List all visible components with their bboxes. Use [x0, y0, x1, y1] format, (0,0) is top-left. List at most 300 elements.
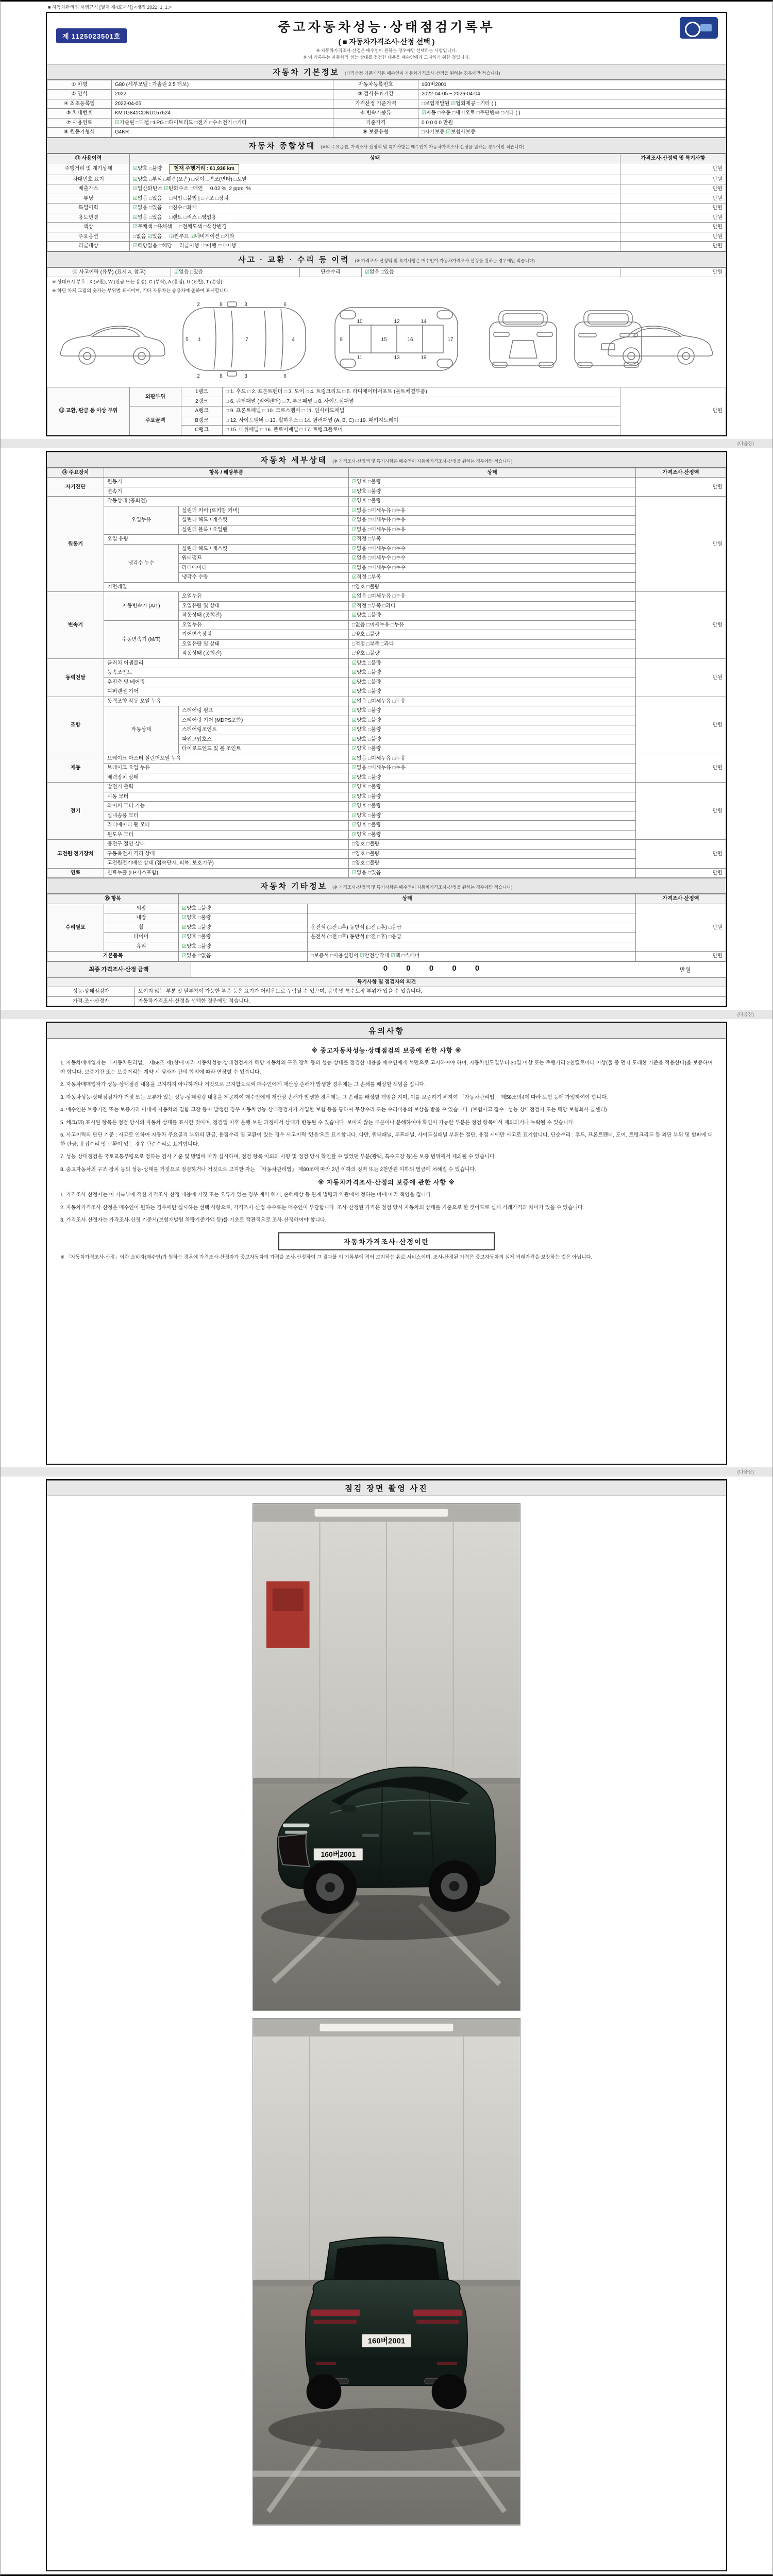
car-rear: [306, 2238, 467, 2410]
part-cell: 타이로드엔드 및 볼 조인트: [179, 744, 349, 754]
part-cell: 유리: [104, 942, 179, 952]
field-label: 가격산정 기준가격: [333, 99, 418, 109]
checkbox-group: □보험개발원 ☑협회제공 □기타 ( ): [418, 99, 726, 109]
notice-paragraph: 1. 가격조사·산정자는 이 기록부에 적힌 가격조사·산정 내용에 거짓 또는 오류가 있는 경우 계약 해제, 손해배상 등 관계 법령과 약관에서 정하는 바에 따라 책임을 집니다.: [60, 1192, 433, 1198]
state-cell: ☑없음 □미세누유 □누유: [349, 506, 636, 516]
item-cell: 오일누유: [104, 506, 179, 535]
price-cell: 만원: [620, 213, 726, 223]
state-cell: ☑양호 □불량: [349, 677, 636, 687]
price-cell: 만원: [636, 904, 726, 952]
price-cell: 만원: [636, 754, 726, 783]
panel-number: 6: [283, 302, 287, 308]
state-cell: ☑양호 □불량: [349, 802, 636, 811]
price-cell: 만원: [620, 267, 726, 277]
col-header-use-history: ⑪ 사용이력: [47, 154, 130, 163]
state-cell: ☑양호 □불량: [349, 821, 636, 831]
state-cell: ☑없음 □미세누유 □누유: [349, 697, 636, 706]
state-cell: ☑없음 □미세누수 □누수: [349, 554, 636, 564]
part-cell: 오일유량 및 상태: [179, 639, 349, 649]
section-bar-overall: [47, 138, 726, 154]
state-cell: ☑적정 □부족: [349, 535, 636, 545]
vin-value: KMTG841CDNU157624: [112, 109, 333, 118]
state-cell: □양호 □불량: [349, 649, 636, 659]
price-cell: 만원: [636, 783, 726, 840]
basic-info-table: [47, 80, 726, 138]
state-cell: ☑양호 □불량: [349, 735, 636, 744]
notice-paragraph: 3. 가격조사·산정자는 가격조사·산정 기준서(보험개발원 차량기준가액 등)를 기초로 객관적으로 조사·산정하여야 합니다.: [60, 1217, 327, 1224]
state-code-legend-2: ※ 하단 차체 그림의 숫자는 부위별 표시이며, 기타 자동차는 승용차에 준하여 표시합니다.: [52, 287, 230, 293]
section-title: 자동차 종합상태: [248, 141, 316, 150]
state-cell: ☑적정 □부족: [349, 573, 636, 583]
state-cell: □양호 □불량: [349, 582, 636, 592]
part-cell: 작동상태 (공회전): [179, 611, 349, 621]
rank-label: B랭크: [181, 416, 223, 426]
part-cell: 실린더 커버 (로커암 커버): [179, 506, 349, 516]
notice-body: [47, 1039, 726, 1268]
part-cell: 작동상태 (공회전): [104, 497, 349, 506]
part-cell: 냉각수 수량: [179, 573, 349, 583]
state-cell: □양호 □불량: [349, 849, 636, 859]
section-bar-basic: [47, 64, 726, 80]
field-value: 2022-04-05 ~ 2026-04-04: [418, 90, 726, 99]
field-label: ⑦ 사용연료: [47, 118, 112, 128]
section-title: 자동차 세부상태: [260, 455, 328, 465]
checkbox-group: □전체도색 □색상변경: [179, 224, 227, 230]
checkbox-group: □자가보증 ☑보험사보증: [418, 128, 726, 138]
car-side-view-right: [608, 326, 713, 364]
final-price-label: 최종 가격조사·산정 금액: [47, 962, 191, 977]
panel-number: 9: [340, 337, 343, 343]
notice-paragraph: 2. 자동차가격조사·산정은 매수인이 원하는 경우에만 실시하는 선택 사항으로, 가격조사·산정 수수료는 매수인이 부담합니다. 조사·산정된 가격은 점검 당시 자동차의 상태를 기준으로 한 것이므로 실제 거래가격과 차이가 있을 수 있습니다.: [60, 1205, 584, 1211]
item-cell: 냉각수 누수: [104, 544, 179, 582]
car-rear-view: [575, 311, 642, 367]
part-cell: 휠: [104, 923, 179, 933]
price-cell: 만원: [620, 232, 726, 242]
panel-number: 3: [244, 374, 247, 380]
history-item-label: 차대번호 표기: [47, 175, 130, 184]
state-cell: ☑양호 □불량: [349, 783, 636, 792]
notice-subhead: ※ 자동차가격조사·산정의 보증에 관한 사항 ※: [317, 1179, 456, 1187]
car-side-view-left: [60, 326, 165, 364]
part-cell: 오일유량 및 상태: [179, 601, 349, 611]
final-price-unit: 만원: [680, 967, 691, 973]
inspector-comment: 보이지 않는 부분 및 탈부착이 가능한 부품 등은 표기가 어려우므로 누락될 수 있으며, 광택 및 특수도장 부위가 있을 수 있습니다.: [135, 987, 726, 997]
history-item-label: 배출가스: [47, 184, 130, 194]
panel-number: 1: [198, 337, 201, 343]
checkbox-group: ☑없음 □있음: [133, 195, 162, 201]
col-header-price: 가격조사·산정액: [636, 468, 726, 478]
final-price-row: [47, 961, 726, 977]
part-cell: 기어변속장치: [179, 630, 349, 640]
part-cell: 동력조향 작동 오일 누유: [104, 697, 349, 706]
section-title: 점검 장면 촬영 사진: [345, 1484, 428, 1494]
checkbox-group: 리콜이행 : □이행 □미이행: [179, 243, 236, 249]
page-subnote-1: ※ 자동차가격조사·산정은 매수인이 원하는 경우에만 선택하는 사항입니다.: [316, 48, 457, 53]
main-frame-label: 주요골격: [130, 406, 181, 435]
device-group: 제동: [47, 754, 104, 783]
checkbox-group: ☑없음 □있음: [362, 267, 620, 277]
doc-number-badge: 제 1125023501호: [56, 28, 127, 43]
part-cell: 연료누출 (LP가스포함): [104, 868, 349, 878]
part-cell: 커먼레일: [104, 582, 349, 592]
price-cell: 만원: [636, 592, 726, 659]
device-group: 자기진단: [47, 478, 104, 497]
part-cell: 워터펌프: [179, 554, 349, 564]
notice-paragraph: 7. 성능·상태점검은 국토교통부령으로 정하는 검사 기준 및 방법에 따라 실시하며, 점검 항목 이외의 사항 및 점검 당시 확인할 수 없었던 부분(광택, 특수도장 등)은 보증 범위에서 제외될 수 있습니다.: [60, 1154, 496, 1160]
section-note: (※ 가격조사·산정액 및 특기사항은 매수인이 자동차가격조사·산정을 원하는 경우에만 적습니다): [332, 885, 513, 890]
notice-paragraph: 8. 중고자동차의 구조·장치 등의 성능·상태를 거짓으로 점검하거나 거짓으로 고지한 자는 「자동차관리법」 제80조에 따라 2년 이하의 징역 또는 2천만원 이하의 벌금에 처해질 수 있습니다.: [60, 1166, 477, 1173]
checkbox-group: ☑없음 □있음: [171, 267, 300, 277]
price-cell: 만원: [636, 478, 726, 497]
page-title: 중고자동차성능·상태점검기록부: [278, 20, 495, 35]
state-cell: ☑양호 □불량: [349, 725, 636, 735]
field-value: 160버2001: [418, 80, 726, 90]
next-page-label: (다음장): [737, 1012, 754, 1018]
panel-number: 7: [245, 337, 248, 343]
part-cell: 스티어링 기어 (MDPS포함): [179, 716, 349, 725]
price-cell: 만원: [620, 175, 726, 184]
price-cell: 만원: [620, 387, 726, 435]
part-cell: 파워고압호스: [179, 735, 349, 744]
state-cell: ☑없음 □미세누유 □누유: [349, 516, 636, 526]
notice-subhead: ※ 중고자동차성능·상태점검의 보증에 관한 사항 ※: [311, 1047, 462, 1055]
state-cell: ☑양호 □불량: [349, 487, 636, 497]
device-group: 원동기: [47, 497, 104, 592]
panel-number: 17: [447, 337, 453, 343]
price-cell: 만원: [620, 163, 726, 175]
col-header-device: ⑭ 주요장치: [47, 468, 104, 478]
state-cell: ☑양호 □불량: [179, 923, 308, 933]
state-cell: ☑양호 □불량: [349, 706, 636, 716]
state-cell: ☑양호 □불량: [349, 658, 636, 668]
section-title: 자동차 기타정보: [260, 882, 328, 891]
state-cell: □양호 □불량: [349, 840, 636, 850]
col-header-state: 상태: [349, 468, 636, 478]
card-detail: [46, 451, 727, 1008]
state-cell: ☑양호 □불량: [349, 811, 636, 821]
state-cell: ☑없음 □있음: [349, 868, 636, 878]
overall-state-table: [47, 154, 726, 251]
card-notice: [46, 1022, 727, 1465]
state-cell: ☑양호 □불량: [349, 687, 636, 697]
state-cell: ☑없음 □미세누수 □누수: [349, 544, 636, 554]
history-item-label: 리콜대상: [47, 242, 130, 251]
price-cell: 만원: [620, 184, 726, 194]
document-header: [47, 13, 726, 64]
device-group: 변속기: [47, 592, 104, 659]
device-group: 조향: [47, 697, 104, 754]
page-break: [1, 2574, 772, 2576]
panel-number: 12: [394, 319, 400, 325]
next-page-label: (다음장): [737, 1469, 754, 1475]
item-cell: 작동상태: [104, 706, 179, 754]
state-cell: ☑양호 □불량: [179, 913, 308, 923]
notes-title: 특기사항 및 점검자의 의견: [47, 977, 726, 987]
field-label: ⑨ 보증유형: [333, 128, 418, 138]
price-cell: 만원: [636, 697, 726, 754]
page-subtitle: ( ■ 자동차가격조사·산정 선택 ): [338, 38, 435, 46]
part-cell: 내장: [104, 913, 179, 923]
inspector-role: 성능·상태점검자: [47, 987, 135, 997]
checkbox-group: □적법 □불법 | □구조 □장치: [169, 195, 229, 201]
item-cell: 수동변속기 (M/T): [104, 620, 179, 658]
checkbox-group: □ 15. 대쉬패널 □ 16. 플로어패널 □ 17. 트렁크플로어: [223, 426, 620, 435]
notice-paragraph: 2. 자동차매매업자가 성능·상태점검 내용을 고지하지 아니하거나 거짓으로 고지함으로써 매수인에게 재산상 손해가 발생한 경우에는 그 손해를 배상할 책임을 집니다.: [60, 1082, 426, 1088]
field-label: ⑤ 차대번호: [47, 109, 112, 118]
checkbox-group: ☑일산화탄소 ☑탄화수소 □매연: [133, 186, 203, 192]
price-cell: 만원: [620, 242, 726, 251]
checkbox-group: ☑양호 □불량: [133, 166, 162, 172]
section-title: 유의사항: [368, 1027, 405, 1036]
price-cell: 만원: [636, 658, 726, 697]
engine-code-value: G4KR: [112, 128, 333, 138]
page-break: [1, 439, 772, 448]
checkbox-group: □침수 □화재: [169, 205, 197, 211]
col-header-item: ⑮ 항목: [47, 894, 179, 904]
extra-cell: [308, 904, 636, 913]
price-cell: 만원: [636, 497, 726, 592]
inspector-role: 가격·조사산정자: [47, 996, 135, 1006]
state-cell: ☑양호 □불량: [349, 716, 636, 725]
state-cell: ☑양호 □불량: [349, 792, 636, 802]
section-bar-notice: [47, 1023, 726, 1039]
field-value: 2022-04-05: [112, 99, 333, 109]
price-cell: 만원: [620, 204, 726, 213]
history-item-label: 색상: [47, 223, 130, 232]
state-cell: ☑있음 □없음: [179, 952, 308, 961]
state-cell: □양호 □불량: [349, 630, 636, 640]
rank-label: 2랭크: [181, 397, 223, 406]
next-page-label: (다음장): [737, 440, 754, 446]
item-cell: 자동변속기 (A/T): [104, 592, 179, 621]
state-cell: ☑없음 □미세누유 □누유: [349, 592, 636, 602]
col-header-price: 가격조사·산정액 및 특기사항: [620, 154, 726, 163]
part-cell: 등속조인트: [104, 668, 349, 678]
field-label: ② 연식: [47, 90, 112, 99]
section-bar-etc: [47, 878, 726, 894]
part-cell: 윈도우 모터: [104, 830, 349, 840]
card-basic: [46, 12, 727, 436]
state-cell: □없음 □미세누유 □누유: [349, 620, 636, 630]
section-note: (※의 주요옵션, 가격조사·산정액 및 특기사항은 매수인이 자동차가격조사·산정을 원하는 경우에만 적습니다): [321, 144, 525, 149]
checkbox-group: ☑썬루프 ☑네비게이션 □기타: [169, 233, 234, 240]
device-group: 동력전달: [47, 658, 104, 697]
extra-cell: 운전석 (□전 □후) 동반석 (□전 □후) □응급: [308, 923, 636, 933]
state-cell: ☑양호 □불량: [349, 744, 636, 754]
section-bar-photos: [47, 1480, 726, 1496]
checkbox-group: □ 1. 후드 □ 2. 프론트펜더 □ 3. 도어 □ 4. 트렁크리드 □ 5. 라디에이터서포트 (볼트체결부품): [223, 387, 620, 397]
price-definition-text: ※ 「자동차가격조사·산정」이란 소비자(매수인)가 원하는 경우에 가격조사·산정자가 중고자동차의 가격을 조사·산정하여 그 결과를 이 기록부에 적어 고지하는 유료 서비스이며, 조사·산정된 가격은 중고자동차의 실제 거래가격을 보장하는 것은 아닙니다.: [60, 1254, 593, 1260]
col-header-price: 가격조사·산정액: [636, 894, 726, 904]
state-cell: ☑양호 □불량: [349, 830, 636, 840]
field-label: 기준가격: [333, 118, 418, 128]
section-title: 자동차 기본정보: [273, 67, 340, 77]
checkbox-group: ☑양호 □부식 □훼손(오손) □상이 □변조(변타) □도말: [133, 176, 247, 182]
panel-number: 13: [394, 355, 400, 361]
state-cell: ☑양호 □불량: [179, 942, 308, 952]
license-plate: 160버2001: [367, 2336, 406, 2346]
device-group: 고전원 전기장치: [47, 840, 104, 869]
part-cell: 라디에이터: [179, 563, 349, 573]
page-break: [1, 1467, 772, 1477]
history-item-label: 주행거리 및 계기상태: [47, 163, 130, 175]
panel-number: 16: [407, 337, 413, 343]
part-cell: 추진축 및 베어링: [104, 677, 349, 687]
state-cell: ☑양호 □불량: [349, 497, 636, 506]
history-item-label: 특별이력: [47, 204, 130, 213]
panel-number: 15: [381, 337, 387, 343]
state-cell: □적정 □부족 □과다: [349, 639, 636, 649]
checkbox-group: ☑없음 □있음: [133, 214, 162, 221]
extra-cell: [308, 942, 636, 952]
part-cell: 브레이크 오일 누유: [104, 764, 349, 773]
checkbox-group: □없음 ☑있음: [133, 233, 162, 240]
field-label: 자동차등록번호: [333, 80, 418, 90]
extra-cell: [308, 913, 636, 923]
basic-items-label: 기본품목: [47, 952, 179, 961]
notice-paragraph: 4. 매수인은 보증기간 또는 보증거리 이내에 자동차의 결함·고장 등이 발생한 경우 자동차성능·상태점검자가 가입한 보험 등을 통하여 무상수리 또는 수리비용의 보상을 받을 수 있습니다. (보험사고 접수 : 성능·상태점검자 또는 해당 보험회사 콜센터): [60, 1107, 607, 1113]
part-cell: 오일누유: [179, 620, 349, 630]
panel-number: 6: [283, 374, 287, 380]
price-cell: 만원: [636, 840, 726, 869]
final-price-value: 0 0 0 0 0: [383, 963, 488, 973]
accident-history-table: [47, 267, 726, 278]
accident-history-label: ⑫ 사고이력 (유무) (표시 4. 참고): [47, 267, 171, 277]
repair-needed-label: 수리필요: [47, 904, 104, 952]
license-plate: 160버2001: [321, 1850, 356, 1859]
history-item-label: 주요옵션: [47, 232, 130, 242]
checkbox-group: □렌트 □리스 □영업용: [169, 214, 216, 221]
col-header-state: 상태: [179, 894, 636, 904]
simple-repair-label: 단순수리: [300, 267, 362, 277]
part-cell: 타이어: [104, 933, 179, 942]
checkbox-group: ☑해당없음 □해당: [133, 243, 172, 249]
part-cell: 배력장치 상태: [104, 773, 349, 783]
exchange-label: ⑬ 교환, 판금 등 이상 부위: [47, 387, 130, 435]
section-bar-accident: [47, 251, 726, 267]
part-cell: 실린더 헤드 / 개스킷: [179, 544, 349, 554]
car-damage-diagram: [47, 294, 726, 387]
car-front-view: [490, 311, 557, 367]
part-cell: 브레이크 마스터 실린더오일 누유: [104, 754, 349, 764]
field-label: ④ 최초등록일: [47, 99, 112, 109]
state-cell: ☑적정 □부족 □과다: [349, 601, 636, 611]
history-item-label: 튜닝: [47, 194, 130, 204]
device-group: 전기: [47, 783, 104, 840]
part-cell: 실내송풍 모터: [104, 811, 349, 821]
section-note: (※ 가격조사·산정액 및 특기사항은 매수인이 자동차가격조사·산정을 원하는 경우에만 적습니다): [355, 258, 535, 263]
state-cell: ☑없음 □미세누수 □누수: [349, 563, 636, 573]
history-item-label: 용도변경: [47, 213, 130, 223]
price-cell: 만원: [620, 194, 726, 204]
rank-label: A랭크: [181, 406, 223, 416]
price-cell: 만원: [636, 868, 726, 878]
etc-info-table: [47, 894, 726, 961]
field-label: ⑧ 원동기형식: [47, 128, 112, 138]
notice-paragraph: 5. 체크(☑) 표시된 항목은 점검 당시의 자동차 상태를 표시한 것이며, 점검일 이후 운행·보관 과정에서 상태가 변동될 수 있습니다. 보이지 않는 부분이나 분해하여야 확인이 가능한 부분은 점검 항목에서 제외되거나 누락될 수 있습니다.: [60, 1120, 575, 1126]
checkbox-group: □ 9. 프론트패널 □ 10. 크로스멤버 □ 11. 인사이드패널: [223, 406, 620, 416]
emission-values: 0.02 %, 2 ppm, %: [210, 186, 251, 192]
state-cell: □양호 □불량: [349, 859, 636, 869]
part-cell: 라디에이터 팬 모터: [104, 821, 349, 831]
part-cell: 시동 모터: [104, 792, 349, 802]
part-cell: 구동축전지 격리 상태: [104, 849, 349, 859]
panel-number: 14: [421, 319, 427, 325]
notice-paragraph: 1. 자동차매매업자는 「자동차관리법」 제58조 제1항에 따라 자동차성능·상태점검자가 해당 자동차의 구조·장치 등의 성능·상태를 점검한 내용을 매수인에게 서면으로 고지하여야 하며, 자동차인도일부터 30일 이상 또는 주행거리 2천킬로미터 이상(둘 중 먼저 도래한 기준을 적용한다)을 보증하여야 합니다. 보증기간 또는 보증거리는 계약 시 당사자 간의 합의에 따라 연장할 수 있습니다.: [60, 1060, 713, 1075]
basic-items-list: □보증서 □사용설명서 ☑안전삼각대 ☑잭 □스패너: [308, 952, 636, 961]
part-cell: 작동상태 (공회전): [179, 649, 349, 659]
panel-number: 11: [357, 355, 363, 361]
panel-number: 8: [220, 302, 223, 308]
part-cell: 오일누유: [179, 592, 349, 602]
base-price-value: 0 0 0 0 0 만원: [418, 118, 726, 128]
section-note: (가격산정 기준가격은 매수인이 자동차가격조사·산정을 원하는 경우에만 적습니다): [344, 70, 500, 76]
part-cell: 스티어링조인트: [179, 725, 349, 735]
part-cell: 스티어링 펌프: [179, 706, 349, 716]
extra-cell: 운전석 (□전 □후) 동반석 (□전 □후) □응급: [308, 933, 636, 942]
section-title: 사고 · 교환 · 수리 등 이력: [238, 255, 350, 264]
panel-number: 5: [186, 337, 189, 343]
detail-state-table: [47, 468, 726, 878]
state-cell: ☑양호 □불량: [349, 611, 636, 621]
state-cell: ☑양호 □불량: [349, 478, 636, 487]
section-note: (※ 가격조사·산정액 및 특기사항은 매수인이 자동차가격조사·산정을 원하는 경우에만 적습니다): [332, 458, 513, 464]
notice-paragraph: 6. 사고이력의 판단 기준 : 사고로 인하여 자동차 주요골격 부위의 판금, 용접수리 및 교환이 있는 경우 사고이력 '있음'으로 표기합니다. 다만, 쿼터패널, 루프패널, 사이드실패널 부위는 절단, 용접 시에만 사고로 표기합니다. 단순수리 : 후드, 프론트펜더, 도어, 트렁크리드 등 외판 부위 및 범퍼에 대한 판금, 용접수리 및 교환이 있는 경우 단순수리로 표기합니다.: [60, 1132, 713, 1147]
state-cell: ☑양호 □불량: [179, 933, 308, 942]
part-cell: 고전원전기배선 상태 (접속단자, 피복, 보호기구): [104, 859, 349, 869]
checkbox-group: ☑없음 □있음: [133, 205, 162, 211]
notice-paragraph: 3. 자동차성능·상태점검자가 거짓 또는 오류가 있는 성능·상태점검 내용을 제공하여 매수인에게 재산상 손해가 발생한 경우에는 그 손해를 배상할 책임을 지며, 이를 보증하기 위하여 「자동차관리법」 제58조의4에 따라 보험 등에 가입하여야 합니다.: [60, 1094, 608, 1100]
part-cell: 실린더 헤드 / 개스킷: [179, 516, 349, 526]
field-label: ① 차명: [47, 80, 112, 90]
inspection-photo-front: [253, 1503, 520, 2011]
car-top-view: [183, 302, 306, 379]
checkbox-group: ☑무채색 □유채색: [133, 224, 172, 230]
association-logo: [680, 17, 718, 39]
part-cell: 클러치 어셈블리: [104, 658, 349, 668]
rank-label: 1랭크: [181, 387, 223, 397]
part-cell: 실린더 블록 / 오일팬: [179, 525, 349, 535]
field-value: G80 (세부모델 : 가솔린 2.5 터보): [112, 80, 333, 90]
panel-number: 3: [244, 302, 247, 308]
inspector-notes-table: [47, 977, 726, 1007]
state-cell: ☑없음 □미세누유 □누유: [349, 754, 636, 764]
checkbox-group: ☑자동 □수동 □세미오토 □무단변속 □기타 ( ): [418, 109, 726, 118]
price-definition-box-title: 자동차가격조사·산정이란: [278, 1232, 495, 1250]
inspection-photo-rear: [253, 2018, 520, 2526]
rank-label: C랭크: [181, 426, 223, 435]
state-cell: ☑양호 □불량: [349, 668, 636, 678]
part-cell: 오일 유량: [104, 535, 349, 545]
col-header-item: 항목 / 해당부품: [104, 468, 349, 478]
exchange-panel-table: [47, 387, 726, 435]
car-underbody-view: [335, 308, 458, 370]
field-label: ⑥ 변속기종류: [333, 109, 418, 118]
panel-number: 4: [292, 337, 295, 343]
state-cell: ☑양호 □불량: [179, 904, 308, 913]
device-group: 연료: [47, 868, 104, 878]
page-break: [1, 1010, 772, 1019]
panel-number: 19: [421, 355, 427, 361]
panel-number: 8: [220, 374, 223, 380]
col-header-state: 상태: [130, 154, 620, 163]
form-reference-note: ■ 자동차관리법 시행규칙 [별지 제4호서식] <개정 2021. 1. 1.>: [48, 5, 172, 10]
outer-panel-label: 외판부위: [130, 387, 181, 406]
checkbox-group: ☑가솔린 □디젤 □LPG □하이브리드 □전기 □수소전기 □기타: [112, 118, 333, 128]
state-cell: ☑없음 □미세누유 □누유: [349, 525, 636, 535]
part-cell: 변속기: [104, 487, 349, 497]
card-photos: [46, 1479, 727, 2571]
